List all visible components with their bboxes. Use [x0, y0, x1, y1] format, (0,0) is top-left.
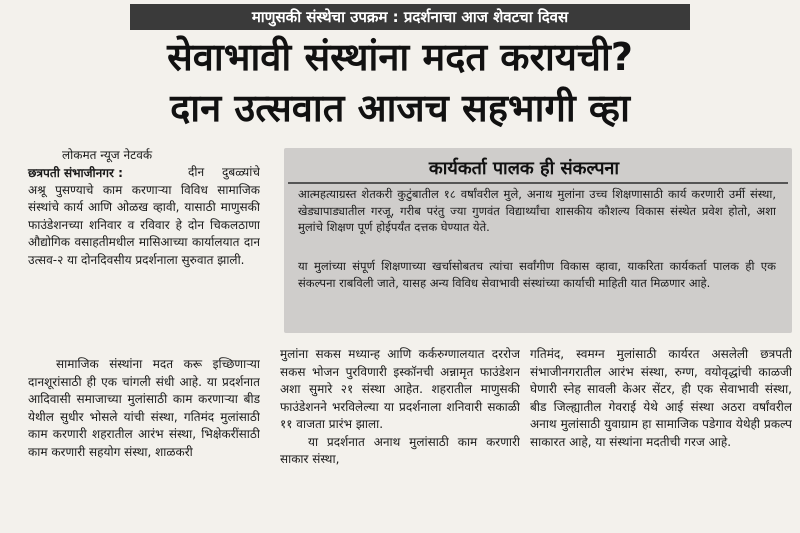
sidebar-title: कार्यकर्ता पालक ही संकल्पना	[428, 158, 620, 179]
sidebar-item-2-text: या मुलांच्या संपूर्ण शिक्षणाच्या खर्चासोबतच त्यांचा सर्वांगीण विकास व्हावा, याकरिता कार्यकर्ता पालक ही एक संकल्पना राबविली जाते, यासह अन्य विविध सेवाभावी संस्थांच्या कार्याची माहिती यात मिळणार आहे.	[298, 259, 776, 290]
sidebar-box	[284, 148, 792, 333]
sidebar-item-2	[298, 258, 776, 328]
column-1-paragraph-1: दीन दुबळ्यांचे अश्रू पुसण्याचे काम करणाऱ्या विविध सामाजिक संस्थांचे कार्य आणि ओळख व्हावी, यासाठी माणुसकी फाउंडेशनच्या शनिवार व रविवार हे दोन चिकलठाणा औद्योगिक वसाहतीमधील मासिआच्या कार्यालयात दान उत्सव-२ या दोनदिवसीय प्रदर्शनाला सुरुवात झाली.	[28, 165, 260, 267]
column-3-paragraph-1: गतिमंद, स्वमग्न मुलांसाठी कार्यरत असलेली छत्रपती संभाजीनगरातील आरंभ संस्था, रुग्ण, वयोवृद्धांची काळजी घेणारी स्नेह सावली केअर सेंटर, ही एक सेवाभावी संस्था, बीड जिल्ह्यातील गेवराई येथे आई संस्था अठरा वर्षांवरील अनाथ मुलांसाठी युवाग्राम हा सामाजिक पडेगाव येथेही प्रकल्प साकारत आहे, या संस्थांना मदतीची गरज आहे.	[530, 347, 792, 449]
sidebar-item-1-text: आत्महत्याग्रस्त शेतकरी कुटुंबातील १८ वर्षांवरील मुले, अनाथ मुलांना उच्च शिक्षणासाठी कार्य करणारी उर्मी संस्था, खेड्यापाड्यातील गरजू, गरीब परंतु ज्या गुणवंत विद्यार्थ्यांचा शासकीय कौशल्य विकास संस्थेत प्रवेश होतो, अशा मुलांचे शिक्षण पूर्ण होईपर्यंत दत्तक घेण्यात येते.	[298, 187, 776, 234]
dateline: छत्रपती संभाजीनगर :	[28, 166, 123, 180]
column-1-text	[28, 356, 260, 533]
sidebar-item-1	[298, 186, 776, 256]
column-2-paragraph-2: या प्रदर्शनात अनाथ मुलांसाठी काम करणारी साकार संस्था,	[280, 434, 520, 466]
column-1-paragraph-2: सामाजिक संस्थांना मदत करू इच्छिणाऱ्या दानशूरांसाठी ही एक चांगली संधी आहे. या प्रदर्शनात आदिवासी समाजाच्या मुलांसाठी काम करणाऱ्या बीड येथील सुधीर भोसले यांची संस्था, गतिमंद मुलांसाठी काम करणारी शहरातील आरंभ संस्था, भिक्षेकरींसाठी काम करणारी सहयोग संस्था, शाळकरी	[28, 357, 260, 459]
article-kicker: माणुसकी संस्थेचा उपक्रम : प्रदर्शनाचा आज शेवटचा दिवस	[130, 4, 690, 30]
byline: लोकमत न्यूज नेटवर्क	[62, 148, 153, 162]
column-2-paragraph-1: मुलांना सकस मध्यान्ह आणि कर्करुग्णालयात दररोज सकस भोजन पुरविणारी इस्कॉनची अन्नामृत फाउंडेशन अशा सुमारे २१ संस्था आहेत. शहरातील माणुसकी फाउंडेशनने भरविलेल्या या प्रदर्शनाला शनिवारी सकाळी ११ वाजता प्रारंभ झाला.	[280, 347, 520, 431]
column-2-text	[280, 346, 520, 533]
headline-line-2: दान उत्सवात आजच सहभागी व्हा	[170, 86, 630, 130]
column-3-text	[530, 346, 792, 533]
headline-line-1: सेवाभावी संस्थांना मदत करायची?	[167, 35, 633, 79]
sidebar-divider	[288, 182, 788, 184]
